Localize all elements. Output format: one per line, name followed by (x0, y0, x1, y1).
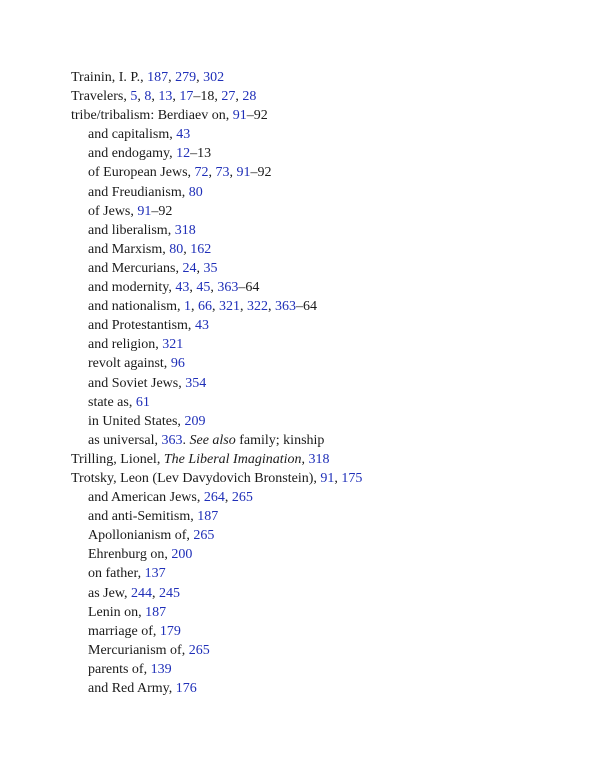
italic-text: See also (189, 432, 236, 448)
page-reference-link[interactable]: 73 (215, 165, 230, 181)
entry-text: Mercurianism of, (88, 642, 189, 658)
index-subentry (71, 354, 580, 373)
entry-text: , (172, 89, 180, 105)
entry-text: in United States, (88, 413, 185, 429)
index-subentry (71, 603, 580, 622)
page-reference-link[interactable]: 13 (158, 89, 173, 105)
page-reference-link[interactable]: 175 (341, 470, 363, 486)
entry-text: and liberalism, (88, 222, 175, 238)
entry-text: marriage of, (88, 623, 160, 639)
index-subentry (71, 163, 580, 182)
page-reference-link[interactable]: 265 (231, 490, 253, 506)
page-reference-link[interactable]: 187 (145, 604, 167, 620)
entry-text: , (301, 451, 309, 467)
entry-text: –64 (238, 280, 260, 296)
page-reference-link[interactable]: 17 (179, 89, 194, 105)
entry-text: Travelers, (71, 89, 131, 105)
index-subentry (71, 183, 580, 202)
entry-text: and modernity, (88, 280, 176, 296)
entry-text: , (268, 299, 276, 315)
entry-text: and Protestantism, (88, 318, 195, 334)
page-reference-link[interactable]: 27 (221, 89, 236, 105)
entry-text: on father, (88, 566, 145, 582)
index-subentry (71, 393, 580, 412)
entry-text: and Marxism, (88, 241, 170, 257)
entry-text: , (240, 299, 248, 315)
page-reference-link[interactable]: 264 (203, 490, 225, 506)
index-entry-list (71, 68, 580, 698)
index-subentry (71, 584, 580, 603)
page-reference-link[interactable]: 200 (171, 547, 193, 563)
index-subentry (71, 259, 580, 278)
entry-text: –92 (151, 203, 173, 219)
entry-text: and endogamy, (88, 146, 177, 162)
page-reference-link[interactable]: 12 (176, 146, 191, 162)
page-reference-link[interactable]: 279 (175, 70, 197, 85)
page-reference-link[interactable]: 187 (197, 509, 219, 525)
entry-text: Trainin, I. P., (71, 70, 148, 85)
entry-text: and American Jews, (88, 490, 204, 506)
page-reference-link[interactable]: 244 (131, 585, 153, 601)
entry-text: , (152, 585, 160, 601)
entry-text: –13 (190, 146, 212, 162)
entry-text: , (196, 70, 204, 85)
page-reference-link[interactable]: 45 (196, 280, 211, 296)
entry-text: and Mercurians, (88, 260, 183, 276)
page-reference-link[interactable]: 43 (175, 280, 190, 296)
page-reference-link[interactable]: 43 (176, 127, 191, 143)
index-subentry (71, 641, 580, 660)
page-reference-link[interactable]: 354 (185, 375, 207, 391)
page-reference-link[interactable]: 321 (162, 337, 184, 353)
page-reference-link[interactable]: 363 (161, 432, 183, 448)
index-subentry (71, 240, 580, 259)
page-reference-link[interactable]: 5 (130, 89, 138, 105)
entry-text: , (212, 299, 220, 315)
index-subentry (71, 660, 580, 679)
page-reference-link[interactable]: 321 (219, 299, 241, 315)
entry-text: –64 (296, 299, 318, 315)
index-subentry (71, 202, 580, 221)
entry-text: revolt against, (88, 356, 171, 372)
index-entry (71, 106, 580, 125)
entry-text: and capitalism, (88, 127, 177, 143)
index-subentry (71, 144, 580, 163)
entry-text: –92 (250, 165, 272, 181)
page-reference-link[interactable]: 302 (203, 70, 225, 85)
entry-text: , (151, 89, 159, 105)
page-reference-link[interactable]: 35 (203, 260, 218, 276)
page-reference-link[interactable]: 43 (194, 318, 209, 334)
index-subentry (71, 526, 580, 545)
page-reference-link[interactable]: 245 (159, 585, 181, 601)
page-reference-link[interactable]: 96 (170, 356, 185, 372)
page-reference-link[interactable]: 139 (150, 661, 172, 677)
page-reference-link[interactable]: 1 (184, 299, 192, 315)
index-entry (71, 450, 580, 469)
page-reference-link[interactable]: 162 (190, 241, 212, 257)
entry-text: , (208, 165, 216, 181)
index-subentry (71, 431, 580, 450)
page-reference-link[interactable]: 318 (308, 451, 330, 467)
entry-text: , (334, 470, 342, 486)
entry-text: , (191, 299, 199, 315)
page-reference-link[interactable]: 91 (232, 108, 247, 124)
page-reference-link[interactable]: 187 (147, 70, 169, 85)
index-entry (71, 68, 580, 87)
entry-text: parents of, (88, 661, 151, 677)
entry-text: and Red Army, (88, 681, 176, 696)
entry-text: and Soviet Jews, (88, 375, 186, 391)
index-subentry (71, 622, 580, 641)
index-subentry (71, 412, 580, 431)
entry-text: and religion, (88, 337, 163, 353)
index-entry (71, 87, 580, 106)
entry-text: and Freudianism, (88, 184, 189, 200)
page-reference-link[interactable]: 80 (188, 184, 203, 200)
entry-text: state as, (88, 394, 136, 410)
page-reference-link[interactable]: 66 (198, 299, 213, 315)
entry-text: Trilling, Lionel, (71, 451, 164, 467)
page-reference-link[interactable]: 24 (182, 260, 197, 276)
page-reference-link[interactable]: 91 (320, 470, 335, 486)
page-reference-link[interactable]: 61 (135, 394, 150, 410)
entry-text: . (182, 432, 190, 448)
entry-text: and nationalism, (88, 299, 185, 315)
entry-text: and anti-Semitism, (88, 509, 198, 525)
entry-text: –18, (193, 89, 222, 105)
page-reference-link[interactable]: 176 (175, 681, 197, 696)
entry-text: Ehrenburg on, (88, 547, 172, 563)
entry-text: Lenin on, (88, 604, 146, 620)
index-subentry (71, 545, 580, 564)
page-reference-link[interactable]: 318 (174, 222, 196, 238)
entry-text: , (183, 241, 191, 257)
italic-text: The Liberal Imagination (163, 451, 302, 467)
page-reference-link[interactable]: 363 (275, 299, 297, 315)
entry-text: , (235, 89, 243, 105)
page-reference-link[interactable]: 137 (144, 566, 166, 582)
entry-text: , (224, 490, 232, 506)
page-reference-link[interactable]: 8 (144, 89, 152, 105)
index-subentry (71, 507, 580, 526)
page-reference-link[interactable]: 80 (169, 241, 184, 257)
page-reference-link[interactable]: 265 (193, 528, 215, 544)
page-reference-link[interactable]: 91 (236, 165, 251, 181)
entry-text: Trotsky, Leon (Lev Davydovich Bronstein), (71, 470, 321, 486)
entry-text: , (229, 165, 237, 181)
entry-text: , (137, 89, 145, 105)
page-reference-link[interactable]: 179 (159, 623, 181, 639)
entry-text: –92 (246, 108, 268, 124)
entry-text: Apollonianism of, (88, 528, 194, 544)
index-subentry (71, 316, 580, 335)
page-reference-link[interactable]: 209 (184, 413, 206, 429)
entry-text: , (189, 280, 197, 296)
page-reference-link[interactable]: 363 (217, 280, 239, 296)
entry-text: , (210, 280, 218, 296)
index-subentry (71, 374, 580, 393)
page-reference-link[interactable]: 265 (188, 642, 210, 658)
page-reference-link[interactable]: 72 (194, 165, 209, 181)
index-subentry (71, 278, 580, 297)
entry-text: family; kinship (235, 432, 325, 448)
index-subentry (71, 488, 580, 507)
entry-text: , (196, 260, 204, 276)
entry-text: , (168, 70, 176, 85)
index-subentry (71, 679, 580, 698)
entry-text: as Jew, (88, 585, 132, 601)
index-subentry (71, 125, 580, 144)
index-subentry (71, 221, 580, 240)
page-reference-link[interactable]: 322 (247, 299, 269, 315)
entry-text: of European Jews, (88, 165, 195, 181)
index-entry (71, 469, 580, 488)
entry-text: of Jews, (88, 203, 138, 219)
index-subentry (71, 564, 580, 583)
page-reference-link[interactable]: 91 (137, 203, 152, 219)
index-subentry (71, 335, 580, 354)
entry-text: as universal, (88, 432, 162, 448)
index-subentry (71, 297, 580, 316)
page-reference-link[interactable]: 28 (242, 89, 257, 105)
entry-text: tribe/tribalism: Berdiaev on, (71, 108, 233, 124)
